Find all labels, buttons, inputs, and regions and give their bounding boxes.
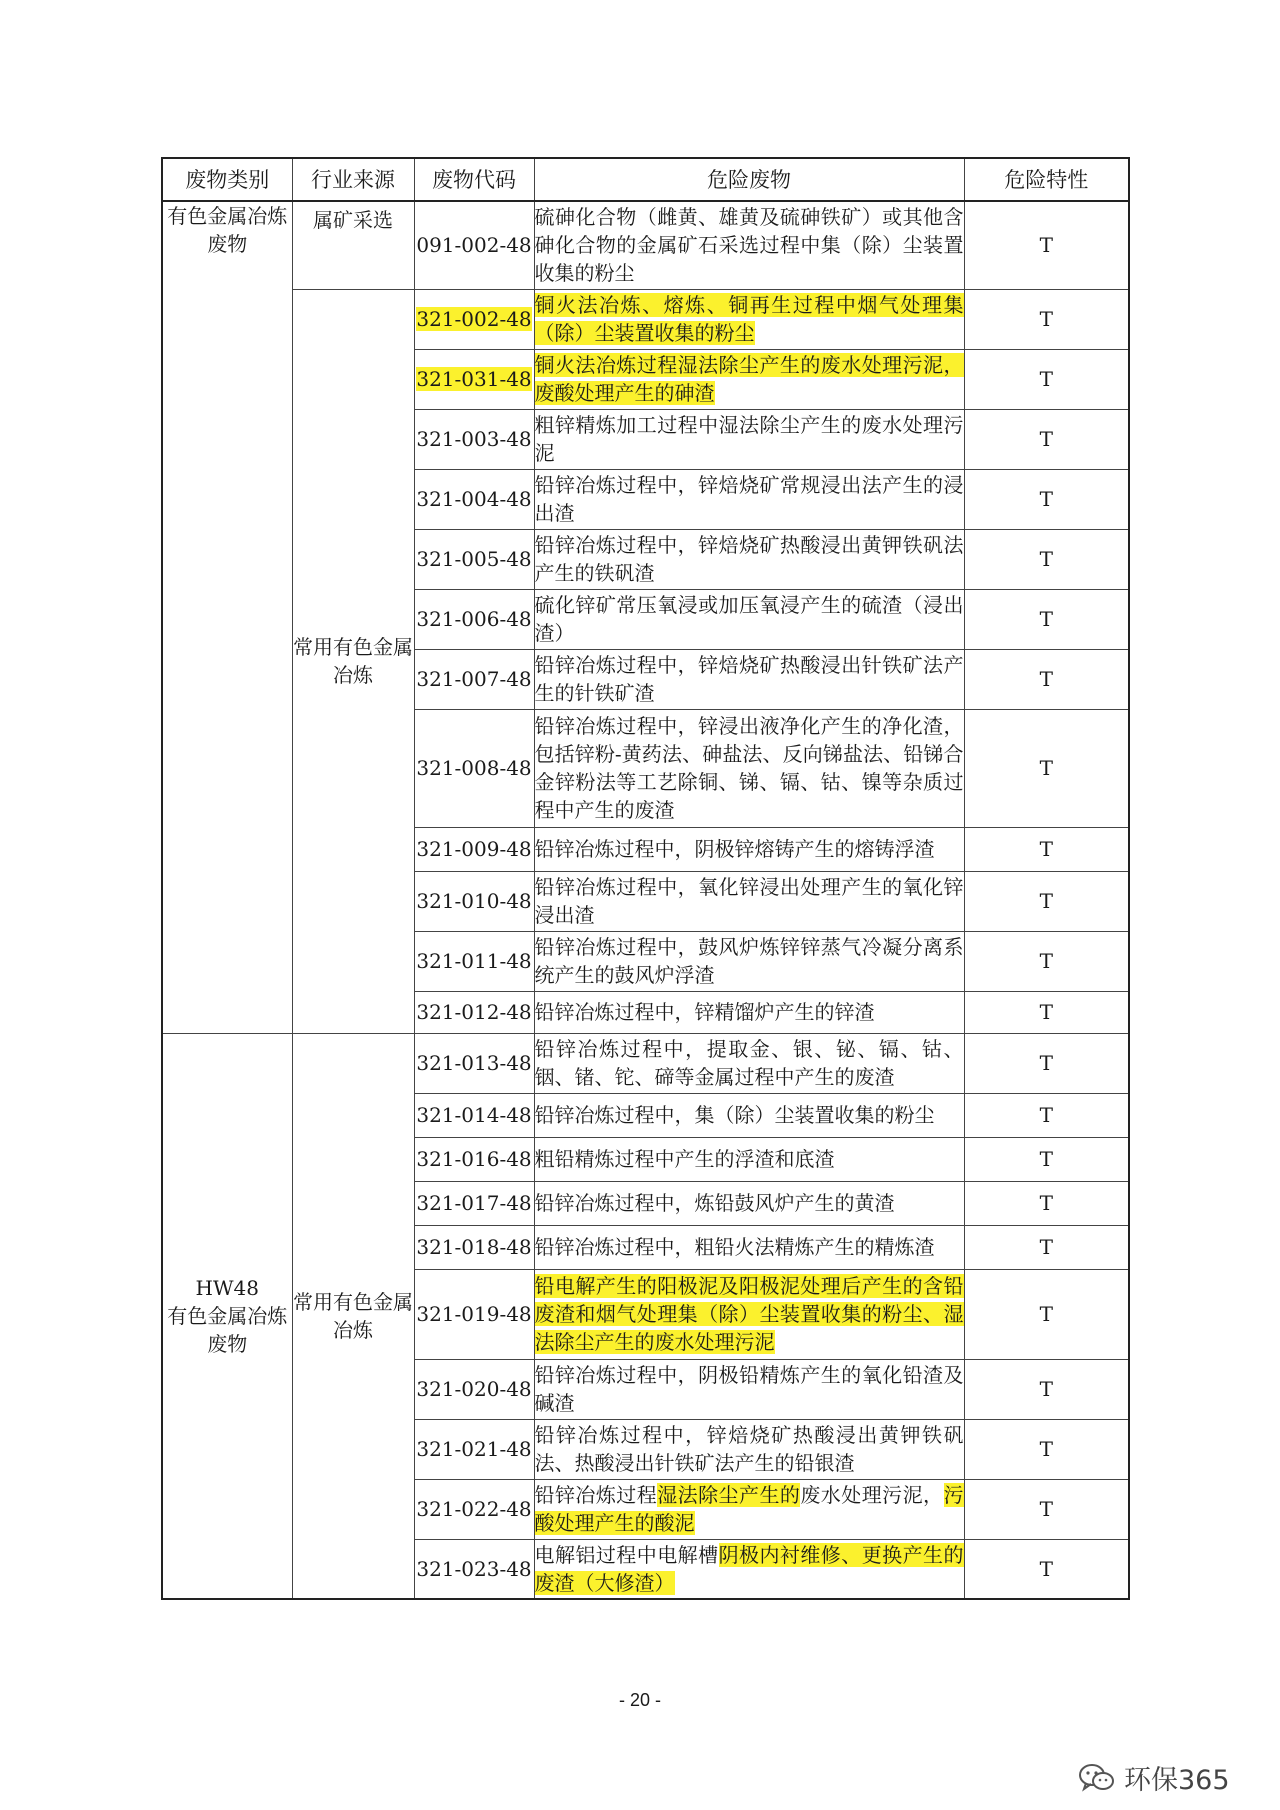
waste-code: 321-003-48 (414, 409, 534, 469)
hazard-property: T (964, 1033, 1129, 1093)
waste-code: 321-012-48 (414, 991, 534, 1033)
header-industry-source: 行业来源 (292, 158, 414, 201)
highlighted-text: 铜火法冶炼、熔炼、铜再生过程中烟气处理集（除）尘装置收集的粉尘 (534, 293, 964, 345)
source-name: 常用有色金属冶炼 (293, 1289, 413, 1342)
waste-description: 铅锌冶炼过程中，阴极铅精炼产生的氧化铅渣及碱渣 (534, 1359, 964, 1419)
source-name: 属矿采选 (313, 208, 393, 232)
waste-code: 321-023-48 (414, 1539, 534, 1599)
hazard-property: T (964, 649, 1129, 709)
waste-description: 铅锌冶炼过程中，炼铅鼓风炉产生的黄渣 (534, 1181, 964, 1225)
waste-description: 硫化锌矿常压氧浸或加压氧浸产生的硫渣（浸出渣） (534, 589, 964, 649)
waste-code: 321-008-48 (414, 709, 534, 827)
watermark-text: 环保365 (1124, 1765, 1230, 1796)
category-name: 有色金属冶炼废物 (167, 204, 288, 256)
hazard-property: T (964, 409, 1129, 469)
source-cell-smelting-2 (292, 1033, 414, 1599)
waste-code: 321-014-48 (414, 1093, 534, 1137)
watermark (1078, 1758, 1230, 1797)
category-name: 有色金属冶炼废物 (167, 1303, 288, 1356)
highlighted-text: 湿法除尘产生的 (657, 1483, 801, 1507)
waste-code: 321-016-48 (414, 1137, 534, 1181)
waste-description: 铅锌冶炼过程中，锌浸出液净化产生的净化渣，包括锌粉-黄药法、砷盐法、反向锑盐法、铅锑合金锌粉法等工艺除铜、锑、镉、钴、镍等杂质过程中产生的废渣 (534, 709, 964, 827)
waste-code (414, 349, 534, 409)
waste-description: 铅锌冶炼过程中，阴极锌熔铸产生的熔铸浮渣 (534, 827, 964, 871)
waste-code: 321-011-48 (414, 931, 534, 991)
source-cell-smelting (292, 289, 414, 1033)
desc-text: 铅锌冶炼过程 (534, 1483, 658, 1507)
hazard-property: T (964, 529, 1129, 589)
waste-description: 铅锌冶炼过程中，提取金、银、铋、镉、钴、铟、锗、铊、碲等金属过程中产生的废渣 (534, 1033, 964, 1093)
hazard-property: T (964, 1093, 1129, 1137)
waste-description: 铅锌冶炼过程中，锌焙烧矿热酸浸出黄钾铁矾法、热酸浸出针铁矿法产生的铅银渣 (534, 1419, 964, 1479)
table-row (162, 289, 1129, 349)
highlighted-text: 铅电解产生的阳极泥及阳极泥处理后产生的含铅废渣和烟气处理集（除）尘装置收集的粉尘、湿法除尘产生的废水处理污泥 (534, 1274, 964, 1354)
waste-code: 321-007-48 (414, 649, 534, 709)
hazard-property: T (964, 1479, 1129, 1539)
waste-code: 321-009-48 (414, 827, 534, 871)
waste-code: 091-002-48 (414, 201, 534, 289)
highlighted-text: 污酸处理产生的酸泥 (534, 1483, 964, 1535)
waste-description: 粗锌精炼加工过程中湿法除尘产生的废水处理污泥 (534, 409, 964, 469)
waste-description: 铅锌冶炼过程中，锌焙烧矿热酸浸出针铁矿法产生的针铁矿渣 (534, 649, 964, 709)
header-waste-category: 废物类别 (162, 158, 292, 201)
waste-code: 321-017-48 (414, 1181, 534, 1225)
desc-text: 废水处理污泥， (800, 1483, 944, 1507)
waste-description: 铅锌冶炼过程中，粗铅火法精炼产生的精炼渣 (534, 1225, 964, 1269)
waste-description (534, 289, 964, 349)
waste-code: 321-019-48 (414, 1269, 534, 1359)
hazard-property: T (964, 827, 1129, 871)
waste-description: 铅锌冶炼过程中，集（除）尘装置收集的粉尘 (534, 1093, 964, 1137)
highlighted-text: 321-002-48 (416, 307, 532, 331)
waste-code: 321-018-48 (414, 1225, 534, 1269)
category-cell-first (162, 201, 292, 1033)
waste-description (534, 1479, 964, 1539)
waste-code: 321-006-48 (414, 589, 534, 649)
hazard-property: T (964, 589, 1129, 649)
hazard-property: T (964, 469, 1129, 529)
waste-code: 321-005-48 (414, 529, 534, 589)
category-cell-hw48 (162, 1033, 292, 1599)
hazard-property: T (964, 931, 1129, 991)
table-row (162, 201, 1129, 289)
waste-code: 321-004-48 (414, 469, 534, 529)
hazard-property: T (964, 1359, 1129, 1419)
hazard-property: T (964, 349, 1129, 409)
waste-description: 铅锌冶炼过程中，锌精馏炉产生的锌渣 (534, 991, 964, 1033)
source-name: 常用有色金属冶炼 (293, 635, 413, 687)
hazard-property: T (964, 1225, 1129, 1269)
waste-description: 铅锌冶炼过程中，锌焙烧矿热酸浸出黄钾铁矾法产生的铁矾渣 (534, 529, 964, 589)
waste-description: 粗铅精炼过程中产生的浮渣和底渣 (534, 1137, 964, 1181)
highlighted-text: 阴极内衬维修、更换产生的废渣（大修渣） (534, 1542, 964, 1595)
waste-code: 321-022-48 (414, 1479, 534, 1539)
waste-code: 321-013-48 (414, 1033, 534, 1093)
waste-description (534, 1269, 964, 1359)
wechat-icon (1078, 1763, 1116, 1793)
waste-code: 321-010-48 (414, 871, 534, 931)
waste-description: 铅锌冶炼过程中，锌焙烧矿常规浸出法产生的浸出渣 (534, 469, 964, 529)
waste-code: 321-020-48 (414, 1359, 534, 1419)
waste-code: 321-021-48 (414, 1419, 534, 1479)
waste-description (534, 349, 964, 409)
hazard-property: T (964, 1419, 1129, 1479)
hazard-property: T (964, 871, 1129, 931)
hazard-property: T (964, 1539, 1129, 1599)
hazardous-waste-table (161, 157, 1130, 1600)
source-cell-mining (292, 201, 414, 289)
hazard-property: T (964, 1137, 1129, 1181)
waste-description: 铅锌冶炼过程中，氧化锌浸出处理产生的氧化锌浸出渣 (534, 871, 964, 931)
header-hazard-property: 危险特性 (964, 158, 1129, 201)
hazard-property: T (964, 991, 1129, 1033)
hazard-property: T (964, 1181, 1129, 1225)
waste-description (534, 201, 964, 289)
hazard-property: T (964, 709, 1129, 827)
hazard-property: T (964, 1269, 1129, 1359)
highlighted-text: 铜火法冶炼过程湿法除尘产生的废水处理污泥，废酸处理产生的砷渣 (534, 353, 964, 405)
category-code: HW48 (195, 1275, 259, 1300)
waste-description: 铅锌冶炼过程中，鼓风炉炼锌锌蒸气冷凝分离系统产生的鼓风炉浮渣 (534, 931, 964, 991)
waste-description (534, 1539, 964, 1599)
hazard-property: T (964, 289, 1129, 349)
hazard-property: T (964, 201, 1129, 289)
desc-text: 硫砷化合物（雌黄、雄黄及硫砷铁矿）或其他含砷化合物的金属矿石采选过程中集（除）尘装置收集的粉尘 (534, 205, 964, 286)
desc-text: 电解铝过程中电解槽 (534, 1542, 719, 1567)
header-waste-code: 废物代码 (414, 158, 534, 201)
waste-code (414, 289, 534, 349)
table-row (162, 1033, 1129, 1093)
header-hazardous-waste: 危险废物 (534, 158, 964, 201)
highlighted-text: 321-031-48 (416, 367, 532, 391)
table-header-row (162, 158, 1129, 201)
page-number: - 20 - (618, 1690, 661, 1710)
